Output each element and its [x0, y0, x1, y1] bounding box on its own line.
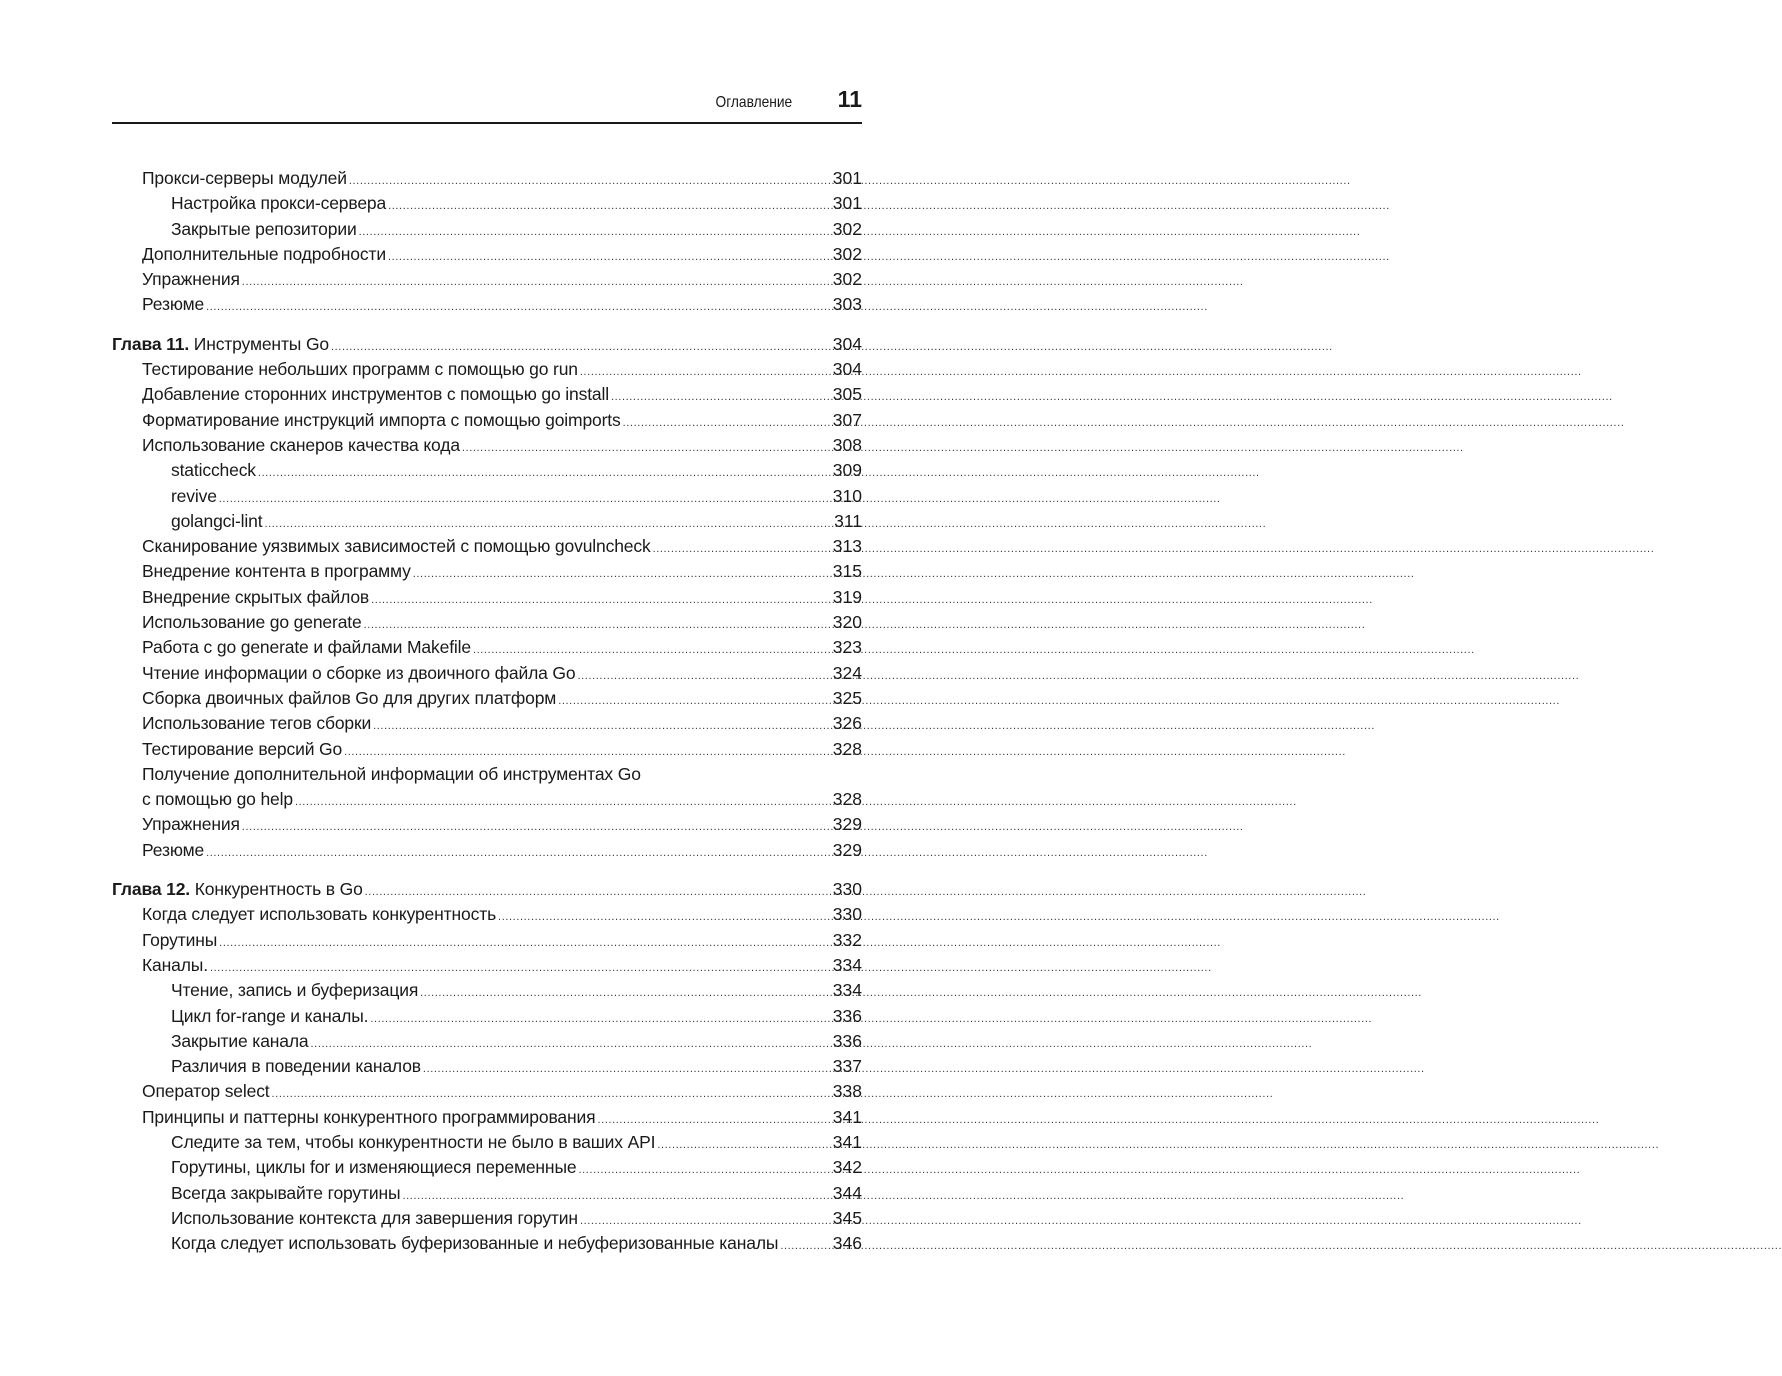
chapter-title: [112, 332, 329, 357]
entry-page-number: 323: [832, 637, 862, 658]
chapter-heading[interactable]: [112, 332, 862, 357]
toc-entry[interactable]: [112, 559, 862, 584]
entry-title: golangci-lint: [171, 510, 263, 531]
entry-page-number: 328: [832, 789, 862, 810]
toc-entry[interactable]: [112, 610, 862, 635]
toc-entry[interactable]: [112, 408, 862, 433]
entry-page-number: 325: [832, 687, 862, 708]
toc-entry[interactable]: [112, 267, 862, 292]
dot-leader: [413, 562, 831, 587]
entry-page-number: 336: [832, 1005, 862, 1026]
entry-title: Каналы.: [142, 954, 208, 975]
toc-entry[interactable]: [112, 711, 862, 736]
entry-page-number: 342: [832, 1157, 862, 1178]
entry-title: Прокси-серверы модулей: [142, 168, 347, 188]
toc-entry[interactable]: [112, 928, 862, 953]
entry-title: Сборка двоичных файлов Go для других платформ: [142, 687, 557, 708]
entry-page-number: 304: [832, 359, 862, 380]
entry-page-number: 320: [832, 612, 862, 633]
entry-title: Цикл for-range и каналы.: [171, 1005, 369, 1026]
toc-subentry[interactable]: [112, 191, 862, 216]
toc-subentry[interactable]: [112, 978, 862, 1003]
toc-entry[interactable]: [112, 585, 862, 610]
entry-page-number: 341: [832, 1106, 862, 1127]
toc-entry[interactable]: [112, 812, 862, 837]
entry-title: Использование контекста для завершения горутин: [171, 1207, 578, 1228]
entry-title: Тестирование небольших программ с помощью go run: [142, 359, 578, 380]
entry-page-number: 337: [832, 1056, 862, 1077]
entry-page-number: 309: [832, 460, 862, 481]
dot-leader: [780, 1234, 830, 1259]
entry-title: Закрытые репозитории: [171, 218, 357, 239]
entry-title: staticcheck: [171, 460, 256, 481]
dot-leader: [295, 790, 831, 815]
entry-title: Следите за тем, чтобы конкурентности не было в ваших API: [171, 1131, 656, 1152]
chapter-name: Инструменты Go: [193, 333, 329, 354]
dot-leader: [577, 664, 830, 689]
page-header: [112, 86, 862, 124]
toc-subentry[interactable]: [112, 1004, 862, 1029]
entry-page-number: 346: [832, 1233, 862, 1254]
entry-title: Работа с go generate и файлами Makefile: [142, 637, 471, 658]
entry-title: Чтение информации о сборке из двоичного файла Go: [142, 662, 576, 683]
dot-leader: [558, 689, 831, 714]
entry-title: Настройка прокси-сервера: [171, 193, 387, 214]
entry-page-number: 302: [832, 243, 862, 264]
entry-page-number: 341: [832, 1131, 862, 1152]
toc-subentry[interactable]: [112, 1206, 862, 1231]
toc-entry[interactable]: [112, 1105, 862, 1130]
entry-title: Внедрение контента в программу: [142, 561, 411, 582]
toc-entry[interactable]: [112, 292, 862, 317]
entry-title: Резюме: [142, 839, 205, 860]
entry-title: Всегда закрывайте горутины: [171, 1182, 401, 1203]
dot-leader: [359, 220, 831, 245]
toc-subentry[interactable]: [112, 1054, 862, 1079]
entry-title: Различия в поведении каналов: [171, 1056, 421, 1077]
toc-entry[interactable]: [112, 534, 862, 559]
dot-leader: [388, 194, 831, 219]
table-of-contents: [112, 166, 862, 1270]
dot-leader: [370, 1007, 830, 1032]
dot-leader: [206, 841, 831, 866]
toc-entry[interactable]: [112, 242, 862, 267]
toc-entry[interactable]: [112, 838, 862, 863]
entry-page-number: 332: [832, 929, 862, 950]
dot-leader: [373, 714, 831, 739]
entry-page-number: 301: [832, 168, 862, 188]
entry-title: Горутины, циклы for и изменяющиеся переменные: [171, 1157, 577, 1178]
entry-title: Упражнения: [142, 269, 240, 290]
entry-page-number: 301: [832, 193, 862, 214]
toc-entry[interactable]: [112, 902, 862, 927]
entry-title: Использование go generate: [142, 612, 362, 633]
toc-entry[interactable]: [112, 737, 862, 762]
toc-entry[interactable]: [112, 166, 862, 191]
page-number: 11: [837, 86, 862, 112]
entry-page-number: 334: [832, 954, 862, 975]
entry-page-number: 311: [834, 510, 862, 531]
dot-leader: [388, 245, 831, 270]
entry-page-number: 330: [832, 904, 862, 925]
toc-entry[interactable]: [112, 635, 862, 660]
chapter-label: Глава 11.: [112, 333, 190, 354]
dot-leader: [657, 1133, 830, 1158]
entry-page-number: 305: [832, 384, 862, 405]
toc-subentry[interactable]: [112, 484, 862, 509]
toc-entry[interactable]: [112, 357, 862, 382]
dot-leader: [623, 411, 831, 436]
entry-title: Принципы и паттерны конкурентного программирования: [142, 1106, 596, 1127]
dot-leader: [611, 385, 831, 410]
entry-page-number: 304: [832, 333, 862, 354]
toc-entry[interactable]: [112, 953, 862, 978]
entry-page-number: 324: [832, 662, 862, 683]
entry-page-number: 344: [832, 1182, 862, 1203]
entry-title: Добавление сторонних инструментов с помощью go install: [142, 384, 609, 405]
entry-title: Закрытие канала: [171, 1030, 309, 1051]
dot-leader: [242, 270, 831, 295]
entry-title: Горутины: [142, 929, 218, 950]
toc-entry[interactable]: [112, 686, 862, 711]
entry-title: Внедрение скрытых файлов: [142, 586, 370, 607]
entry-title: Когда следует использовать буферизованные и небуферизованные каналы: [171, 1233, 779, 1254]
chapter-heading[interactable]: [112, 877, 862, 902]
toc-chapter-12: [112, 877, 862, 1256]
entry-title-line-1: Получение дополнительной информации об инструментах Go: [142, 763, 641, 784]
dot-leader: [653, 537, 831, 562]
entry-page-number: 310: [832, 485, 862, 506]
entry-page-number: 345: [832, 1207, 862, 1228]
chapter-title: [112, 877, 363, 902]
entry-page-number: 329: [832, 814, 862, 835]
entry-title: Резюме: [142, 294, 205, 315]
entry-page-number: 334: [832, 980, 862, 1001]
entry-title: Форматирование инструкций импорта с помощью goimports: [142, 409, 621, 430]
entry-page-number: 313: [832, 536, 862, 557]
dot-leader: [420, 981, 831, 1006]
toc-subentry[interactable]: [112, 1231, 862, 1256]
toc-chapter-11: [112, 332, 862, 863]
dot-leader: [219, 931, 831, 956]
entry-title: Чтение, запись и буферизация: [171, 980, 419, 1001]
toc-entry[interactable]: [112, 661, 862, 686]
dot-leader: [578, 1158, 830, 1183]
chapter-label: Глава 12.: [112, 879, 190, 900]
entry-title: Использование тегов сборки: [142, 713, 372, 734]
entry-page-number: 308: [832, 434, 862, 455]
toc-subentry[interactable]: [112, 1181, 862, 1206]
entry-title: Когда следует использовать конкурентность: [142, 904, 497, 925]
entry-title: revive: [171, 485, 217, 506]
entry-page-number: 319: [832, 586, 862, 607]
entry-page-number: 302: [832, 269, 862, 290]
entry-title-line-2: с помощью go help: [142, 789, 293, 810]
dot-leader: [423, 1057, 831, 1082]
toc-entry-wrapped[interactable]: [112, 762, 862, 813]
toc-entry[interactable]: [112, 1079, 862, 1104]
toc-subentry[interactable]: [112, 1029, 862, 1054]
dot-leader: [242, 815, 831, 840]
toc-entry[interactable]: [112, 382, 862, 407]
dot-leader: [258, 461, 831, 486]
running-head-title: Оглавление: [715, 94, 792, 111]
toc-entry[interactable]: [112, 433, 862, 458]
entry-page-number: 336: [832, 1030, 862, 1051]
dot-leader: [580, 360, 831, 385]
chapter-name: Конкурентность в Go: [194, 879, 363, 900]
entry-page-number: 328: [832, 738, 862, 759]
entry-title: Тестирование версий Go: [142, 738, 343, 759]
entry-page-number: 303: [832, 294, 862, 315]
entry-page-number: 302: [832, 218, 862, 239]
entry-page-number: 330: [832, 879, 862, 900]
entry-title: Использование сканеров качества кода: [142, 434, 460, 455]
toc-section-continuation: [112, 166, 862, 318]
toc-subentry[interactable]: [112, 1155, 862, 1180]
entry-page-number: 329: [832, 839, 862, 860]
entry-title: Оператор select: [142, 1081, 270, 1102]
dot-leader: [371, 588, 831, 613]
entry-title: Дополнительные подробности: [142, 243, 386, 264]
entry-page-number: 338: [832, 1081, 862, 1102]
dot-leader: [349, 169, 831, 194]
dot-leader: [219, 487, 831, 512]
entry-page-number: 326: [832, 713, 862, 734]
dot-leader: [206, 295, 831, 320]
toc-subentry[interactable]: [112, 217, 862, 242]
entry-title: Упражнения: [142, 814, 240, 835]
dot-leader: [498, 905, 831, 930]
dot-leader: [462, 436, 831, 461]
toc-subentry[interactable]: [112, 458, 862, 483]
entry-page-number: 315: [832, 561, 862, 582]
entry-page-number: 307: [832, 409, 862, 430]
toc-subentry[interactable]: [112, 509, 862, 534]
entry-title: Сканирование уязвимых зависимостей с помощью govulncheck: [142, 536, 651, 557]
toc-subentry[interactable]: [112, 1130, 862, 1155]
